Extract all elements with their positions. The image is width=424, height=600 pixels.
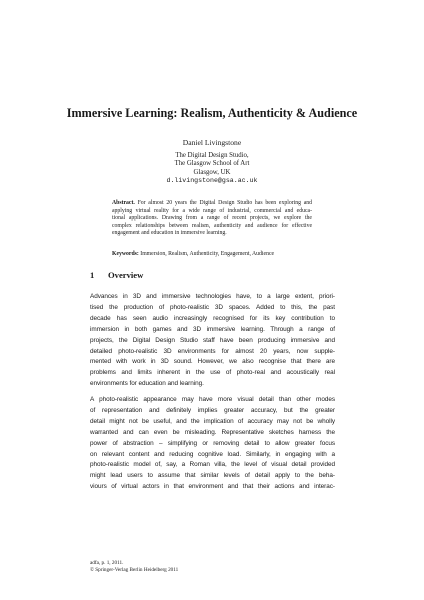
affiliation-block (0, 152, 424, 186)
abstract-line: applying virtual reality for a wide range of industrial, commercial and educa- (112, 207, 312, 214)
affiliation-line: The Digital Design Studio, (175, 152, 249, 159)
affiliation-line: The Glasgow School of Art (174, 160, 250, 168)
text-line: A photo-realistic appearance may have more visual detail than other modes (90, 396, 335, 403)
text-line: power of abstraction – simplifying or removing detail to allow greater focus (90, 439, 335, 447)
abstract-label: Abstract. (112, 200, 135, 206)
affiliation-line: Glasgow, UK (193, 168, 231, 176)
text-line: detail might not be useful, and the implication of accuracy may not be wholly (90, 417, 335, 425)
author-name: Daniel Livingstone (182, 138, 242, 147)
text-line: immersion in both games and 3D immersive learning. Through a range of (90, 325, 335, 333)
text-line: viours of virtual actors in that environment and that their actions and interac- (90, 483, 335, 491)
text-line: environments for education and learning. (90, 380, 204, 388)
text-line: Advances in 3D and immersive technologies have, to a large extent, priori- (90, 293, 335, 300)
text-line: tised the production of photo-realistic 3D spaces. Added to this, the past (90, 303, 335, 311)
section-heading (90, 270, 143, 280)
abstract-line: tional applications. Drawing from a range of recent projects, we explore the (112, 215, 312, 222)
text-line: of representation and definitely implies greater accuracy, but the greater (90, 406, 335, 414)
keywords (112, 251, 312, 259)
text-line: photo-realistic model of, say, a Roman villa, the level of visual detail provided (90, 461, 335, 469)
body-paragraph (90, 292, 335, 390)
section-number: 1 (90, 270, 95, 280)
abstract-line: engagement and education in immersive learning. (112, 230, 227, 237)
keywords-label: Keywords: (112, 251, 139, 257)
text-line: might lead users to assume that similar levels of detail apply to the beha- (90, 472, 335, 480)
keywords-text: Immersion, Realism, Authenticity, Engagement, Audience (140, 251, 275, 257)
footer-citation: adfa, p. 1, 2011. (90, 560, 124, 566)
footer-copyright: © Springer-Verlag Berlin Heidelberg 2011 (90, 566, 179, 573)
text-line: problems and limits inherent in the use of photo-real and acoustically real (90, 369, 335, 377)
text-line: on relevant content and reducing cognitive load. Similarly, in engaging with a (90, 450, 335, 458)
abstract-line: complex relationships between realism, authenticity and audience for effective (112, 222, 312, 229)
text-line: mented with work in 3D sound. However, we also recognise that there are (90, 358, 335, 366)
abstract (112, 200, 312, 238)
text-line: decade has seen audio increasingly recognised for its key contribution to (90, 314, 335, 322)
text-line: warranted and can even be misleading. Representative sketches harness the (90, 428, 335, 436)
page-footer (90, 560, 178, 573)
abstract-line: Abstract. For almost 20 years the Digital Design Studio has been exploring and (112, 200, 312, 206)
section-title: Overview (108, 270, 144, 280)
text-line: projects, the Digital Design Studio staff have been producing immersive and (90, 336, 335, 344)
text-line: detailed photo-realistic 3D environments for almost 20 years, now supple- (90, 347, 335, 355)
body-paragraph (90, 395, 335, 493)
paper-title: Immersive Learning: Realism, Authenticity & Audience (66, 106, 358, 120)
author-email: d.livingstone@gsa.ac.uk (166, 177, 258, 185)
